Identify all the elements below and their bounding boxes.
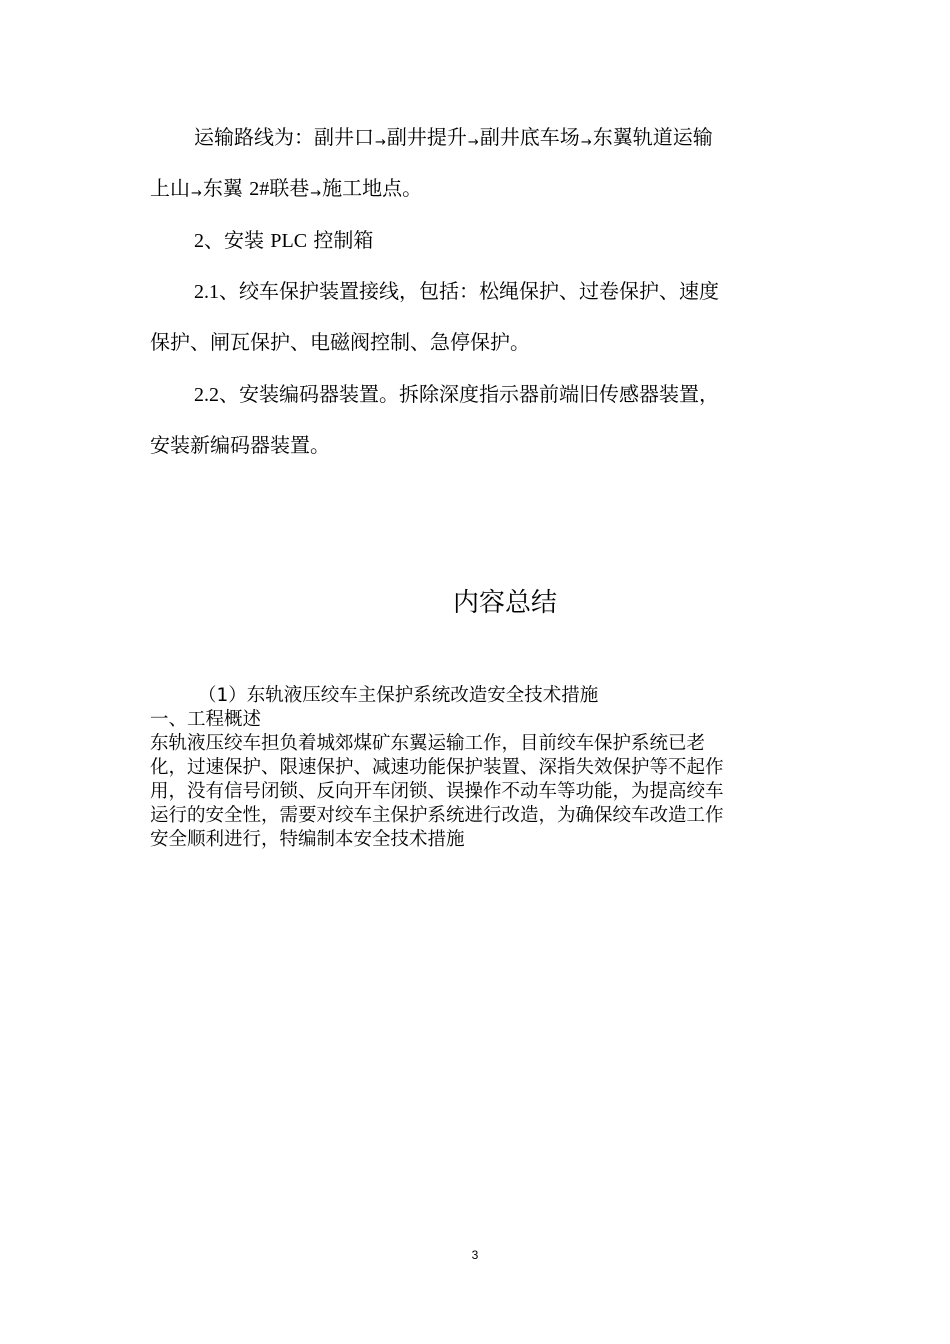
arrow-icon: → bbox=[580, 135, 592, 150]
summary-line: （1）东轨液压绞车主保护系统改造安全技术措施 bbox=[198, 685, 599, 706]
route-text: 施工地点。 bbox=[322, 176, 423, 200]
route-text: 运输路线为：副井口 bbox=[194, 125, 374, 149]
route-line-1 bbox=[150, 112, 810, 163]
route-text: 副井底车场 bbox=[479, 125, 580, 149]
route-text: 东翼轨道运输 bbox=[592, 125, 713, 149]
arrow-icon: → bbox=[467, 135, 479, 150]
section-text: 控制箱 bbox=[307, 228, 374, 252]
summary-title: 内容总结 bbox=[452, 588, 557, 618]
section-2-2-paragraph bbox=[150, 369, 810, 471]
section-text: 保护、闸瓦保护、电磁阀控制、急停保护。 bbox=[150, 330, 530, 354]
section-text: PLC bbox=[270, 230, 308, 252]
summary-body bbox=[150, 684, 810, 852]
route-text: 上山 bbox=[150, 176, 190, 200]
section-number: 2.1 bbox=[194, 281, 219, 303]
section-text: 、绞车保护装置接线，包括：松绳保护、过卷保护、速度 bbox=[219, 279, 719, 303]
route-text: 联巷 bbox=[269, 176, 310, 200]
section-text: 、安装编码器装置。拆除深度指示器前端旧传感器装置， bbox=[219, 382, 719, 406]
route-line-2 bbox=[150, 163, 810, 214]
section-text: 、安装 bbox=[204, 228, 271, 252]
arrow-icon: → bbox=[191, 186, 202, 201]
summary-line: 化，过速保护、限速保护、减速功能保护装置、深指失效保护等不起作 bbox=[150, 757, 724, 778]
section-text: 安装新编码器装置。 bbox=[150, 433, 330, 457]
route-text: 副井提升 bbox=[386, 125, 467, 149]
route-paragraph bbox=[150, 112, 810, 214]
arrow-icon: → bbox=[375, 135, 386, 150]
route-text: 东翼 bbox=[202, 176, 250, 200]
section-2-1-paragraph bbox=[150, 266, 810, 368]
arrow-icon: → bbox=[310, 186, 322, 201]
section-number: 2.2 bbox=[194, 384, 219, 406]
summary-line: 安全顺利进行，特编制本安全技术措施 bbox=[150, 829, 465, 850]
page-number: 3 bbox=[471, 1248, 479, 1262]
summary-line: 一、工程概述 bbox=[150, 709, 262, 730]
section-2-heading bbox=[150, 215, 810, 266]
route-text: 2# bbox=[249, 178, 270, 200]
section-number: 2 bbox=[194, 230, 204, 252]
summary-line: 用，没有信号闭锁、反向开车闭锁、误操作不动车等功能，为提高绞车 bbox=[150, 781, 724, 802]
summary-line: 运行的安全性，需要对绞车主保护系统进行改造，为确保绞车改造工作 bbox=[150, 805, 724, 826]
summary-line: 东轨液压绞车担负着城郊煤矿东翼运输工作，目前绞车保护系统已老 bbox=[150, 733, 706, 754]
